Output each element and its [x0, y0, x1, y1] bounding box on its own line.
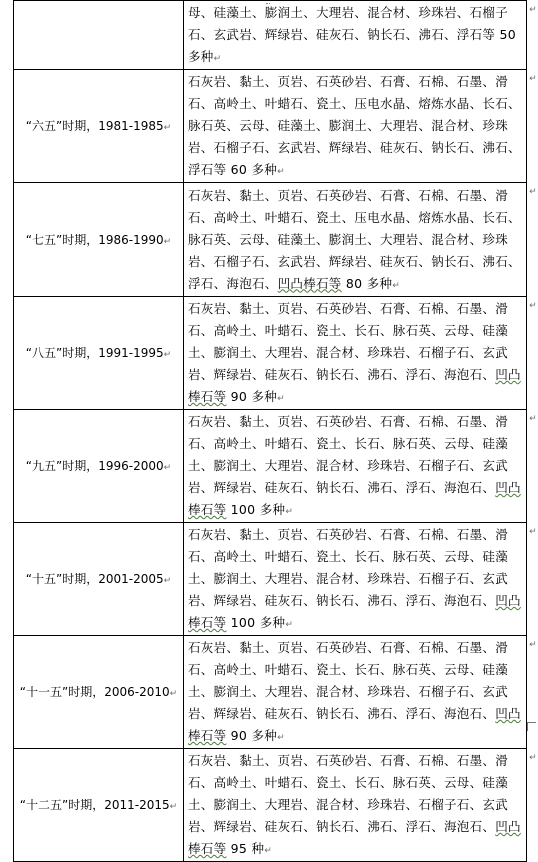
minerals-spellcheck-text: 凹凸棒石等 — [277, 275, 342, 291]
paragraph-mark-icon: ↵ — [163, 236, 172, 247]
minerals-text: 石灰岩、黏土、页岩、石英砂岩、石膏、石棉、石墨、滑石、高岭土、叶蜡石、瓷土、长石、脉石英、云母、硅藻土、膨润土、大理岩、混合材、珍珠岩、石榴子石、玄武岩、辉绿岩、硅灰石、钠长石、沸石、浮石、海泡石、 — [188, 414, 509, 495]
minerals-text: 石灰岩、黏土、页岩、石英砂岩、石膏、石棉、石墨、滑石、高岭土、叶蜡石、瓷土、长石、脉石英、云母、硅藻土、膨润土、大理岩、混合材、珍珠岩、石榴子石、玄武岩、辉绿岩、硅灰石、钠长石、沸石、浮石、海泡石、 — [188, 753, 509, 834]
paragraph-mark-icon: ↵ — [392, 280, 401, 291]
row-end-mark-icon: ↵ — [529, 187, 537, 197]
paragraph-mark-icon: ↵ — [163, 576, 172, 586]
table-row — [14, 410, 527, 523]
period-cell — [14, 1, 184, 70]
period-label: “七五”时期，1986-1990 — [25, 232, 164, 247]
minerals-spellcheck-text: 凹凸棒石等 — [188, 367, 521, 404]
row-end-mark-icon: ↵ — [529, 527, 537, 537]
table-row — [14, 297, 527, 410]
minerals-cell — [184, 410, 537, 523]
minerals-text: 石灰岩、黏土、页岩、石英砂岩、石膏、石棉、石墨、滑石、高岭土、叶蜡石、瓷土、长石、脉石英、云母、硅藻土、膨润土、大理岩、混合材、珍珠岩、石榴子石、玄武岩、辉绿岩、硅灰石、钠长石、沸石、浮石、海泡石、 — [188, 527, 509, 608]
paragraph-mark-icon: ↵ — [163, 123, 172, 133]
paragraph-mark-icon: ↵ — [285, 620, 294, 630]
minerals-spellcheck-text: 凹凸棒石等 — [188, 706, 521, 743]
minerals-text: 石灰岩、黏土、页岩、石英砂岩、石膏、石棉、石墨、滑石、高岭土、叶蜡石、瓷土、压电水晶、熔炼水晶、长石、脉石英、云母、硅藻土、膨润土、大理岩、混合材、珍珠岩、石榴子石、玄武岩、辉绿岩、硅灰石、钠长石、沸石、浮石、海泡石、 — [188, 187, 521, 291]
period-label: “十二五”时期，2011-2015 — [19, 798, 170, 812]
table-row — [14, 1, 527, 70]
minerals-count-text: 80 多种 — [341, 275, 393, 291]
paragraph-mark-icon: ↵ — [264, 846, 273, 856]
paragraph-mark-icon: ↵ — [277, 733, 285, 743]
minerals-count-text: 90 多种 — [226, 728, 278, 743]
minerals-cell — [184, 523, 537, 636]
period-cell — [14, 749, 184, 862]
table-row — [14, 70, 527, 183]
table-row — [14, 749, 527, 862]
period-label: “八五”时期，1991-1995 — [25, 346, 164, 360]
row-end-mark-icon: ↵ — [529, 5, 537, 15]
minerals-spellcheck-text: 凹凸棒石等 — [188, 593, 521, 630]
paragraph-mark-icon: ↵ — [169, 802, 178, 812]
row-end-mark-icon: ↵ — [529, 640, 537, 650]
minerals-text: 石灰岩、黏土、页岩、石英砂岩、石膏、石棉、石墨、滑石、高岭土、叶蜡石、瓷土、长石、脉石英、云母、硅藻土、膨润土、大理岩、混合材、珍珠岩、石榴子石、玄武岩、辉绿岩、硅灰石、钠长石、沸石、浮石、海泡石、 — [188, 640, 509, 721]
row-end-mark-icon: ↵ — [529, 301, 537, 311]
minerals-count-text: 100 多种 — [226, 502, 286, 517]
row-end-mark-icon: ↵ — [529, 74, 537, 84]
row-end-mark-icon: ↵ — [529, 753, 537, 763]
paragraph-mark-icon: ↵ — [277, 394, 285, 404]
paragraph-mark-icon: ↵ — [213, 54, 222, 64]
minerals-count-text: 100 多种 — [226, 615, 286, 630]
minerals-cell — [184, 1, 537, 70]
table-row — [14, 183, 527, 297]
table-row — [14, 523, 527, 636]
minerals-cell — [184, 70, 537, 183]
minerals-count-text: 90 多种 — [226, 389, 278, 404]
minerals-text: 石灰岩、黏土、页岩、石英砂岩、石膏、石棉、石墨、滑石、高岭土、叶蜡石、瓷土、压电水晶、熔炼水晶、长石、脉石英、云母、硅藻土、膨润土、大理岩、混合材、珍珠岩、石榴子石、玄武岩、辉绿岩、硅灰石、钠长石、沸石、浮石等 60 多种 — [188, 74, 521, 177]
paragraph-mark-icon: ↵ — [285, 507, 294, 517]
period-label: “十五”时期，2001-2005 — [25, 572, 164, 586]
period-cell — [14, 410, 184, 523]
minerals-cell — [184, 183, 537, 297]
paragraph-mark-icon: ↵ — [163, 463, 172, 473]
period-label: “六五”时期，1981-1985 — [25, 119, 164, 133]
period-cell — [14, 297, 184, 410]
paragraph-mark-icon: ↵ — [277, 167, 285, 177]
paragraph-mark-icon: ↵ — [163, 350, 172, 360]
period-cell — [14, 70, 184, 183]
minerals-text: 石灰岩、黏土、页岩、石英砂岩、石膏、石棉、石墨、滑石、高岭土、叶蜡石、瓷土、长石、脉石英、云母、硅藻土、膨润土、大理岩、混合材、珍珠岩、石榴子石、玄武岩、辉绿岩、硅灰石、钠长石、沸石、浮石、海泡石、 — [188, 301, 509, 382]
period-cell — [14, 183, 184, 297]
minerals-cell — [184, 297, 537, 410]
minerals-spellcheck-text: 凹凸棒石等 — [188, 480, 521, 517]
paragraph-mark-icon: ↵ — [169, 689, 178, 699]
minerals-count-text: 95 种 — [226, 841, 265, 856]
minerals-spellcheck-text: 凹凸棒石等 — [188, 819, 521, 856]
period-cell — [14, 523, 184, 636]
page-top-marker — [266, 0, 270, 4]
minerals-by-period-table — [13, 0, 537, 862]
period-label: “九五”时期，1996-2000 — [25, 459, 164, 473]
minerals-cell — [184, 749, 537, 862]
row-end-mark-icon: ↵ — [529, 414, 537, 424]
crop-mark-icon — [527, 722, 536, 731]
period-label: “十一五”时期，2006-2010 — [19, 685, 170, 699]
minerals-text: 母、硅藻土、膨润土、大理岩、混合材、珍珠岩、石榴子石、玄武岩、辉绿岩、硅灰石、钠长石、沸石、浮石等 50 多种 — [188, 5, 516, 64]
